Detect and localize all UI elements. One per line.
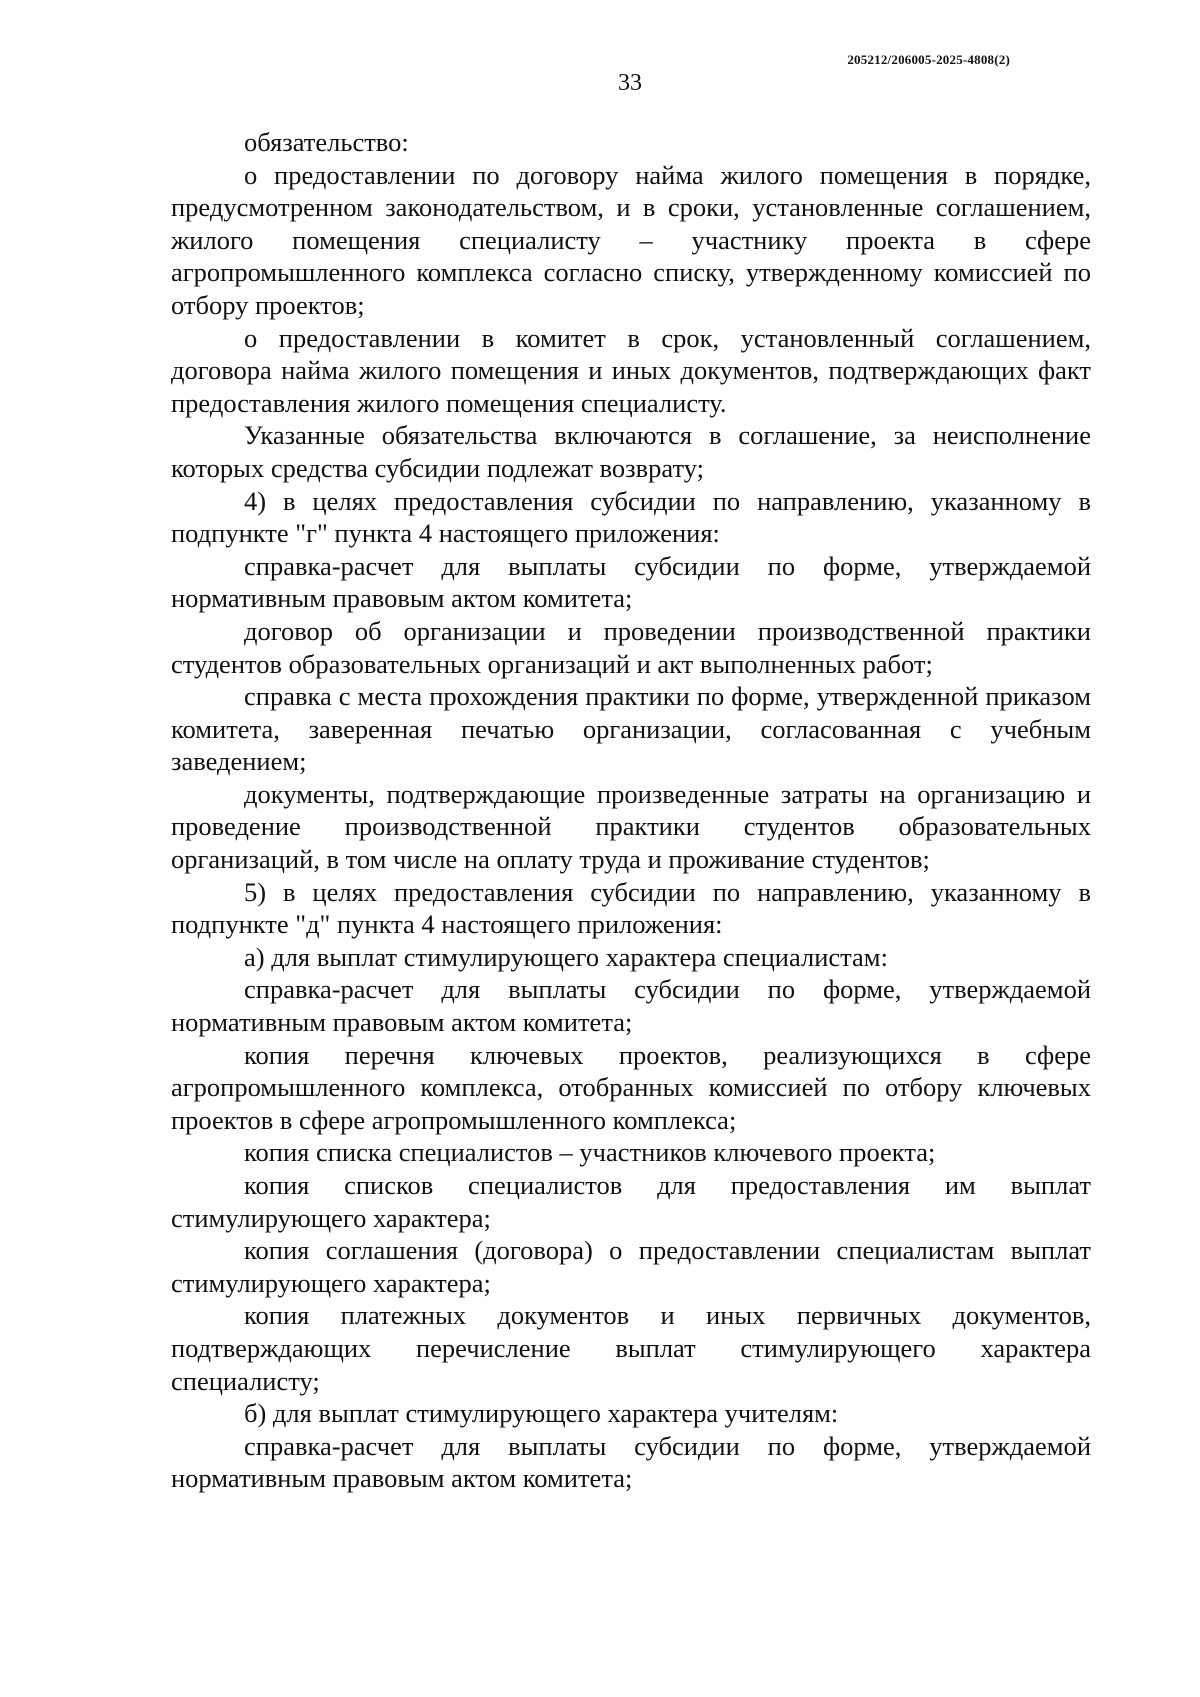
paragraph: копия списков специалистов для предоставления им выплат стимулирующего характера; xyxy=(171,1170,1091,1233)
paragraph: а) для выплат стимулирующего характера специалистам: xyxy=(244,941,888,972)
page-number: 33 xyxy=(618,70,642,96)
paragraph: 5) в целях предоставления субсидии по направлению, указанному в подпункте "д" пункта 4 настоящего приложения: xyxy=(171,876,1091,940)
paragraph: б) для выплат стимулирующего характера учителям: xyxy=(244,1398,839,1429)
paragraph: 4) в целях предоставления субсидии по направлению, указанному в подпункте "г" пункта 4 настоящего приложения: xyxy=(171,485,1091,549)
paragraph: договор об организации и проведении производственной практики студентов образовательных организаций и акт выполненных работ; xyxy=(171,615,1091,679)
paragraph: копия соглашения (договора) о предоставлении специалистам выплат стимулирующего характера; xyxy=(171,1235,1091,1298)
paragraph: о предоставлении по договору найма жилого помещения в порядке, предусмотренном законодательством, и в сроки, установленные соглашением, жилого помещения специалисту – участнику проекта в сфере агропромышленного комплекса согласно списку, утвержденному комиссией по отбору проектов; xyxy=(171,159,1091,320)
paragraph: справка-расчет для выплаты субсидии по форме, утверждаемой нормативным правовым актом комитета; xyxy=(171,550,1091,614)
paragraph: документы, подтверждающие произведенные затраты на организацию и проведение производственной практики студентов образовательных организаций, в том числе на оплату труда и проживание студентов; xyxy=(171,778,1091,875)
paragraph: обязательство: xyxy=(244,127,409,157)
document-body xyxy=(171,126,1091,1495)
paragraph: справка-расчет для выплаты субсидии по форме, утверждаемой нормативным правовым актом комитета; xyxy=(171,1430,1091,1494)
paragraph: справка с места прохождения практики по форме, утвержденной приказом комитета, заверенная печатью организации, согласованная с учебным заведением; xyxy=(171,681,1091,777)
paragraph: копия перечня ключевых проектов, реализующихся в сфере агропромышленного комплекса, отобранных комиссией по отбору ключевых проектов в сфере агропромышленного комплекса; xyxy=(171,1039,1091,1135)
paragraph: копия списка специалистов – участников ключевого проекта; xyxy=(244,1137,936,1168)
paragraph: копия платежных документов и иных первичных документов, подтверждающих перечисление выплат стимулирующего характера специалисту; xyxy=(171,1300,1091,1396)
paragraph: о предоставлении в комитет в срок, установленный соглашением, договора найма жилого помещения и иных документов, подтверждающих факт предоставления жилого помещения специалисту. xyxy=(171,322,1091,418)
document-registration-number: 205212/206005-2025-4808(2) xyxy=(847,52,1010,67)
paragraph: Указанные обязательства включаются в соглашение, за неисполнение которых средства субсидии подлежат возврату; xyxy=(171,420,1091,483)
paragraph: справка-расчет для выплаты субсидии по форме, утверждаемой нормативным правовым актом комитета; xyxy=(171,974,1091,1038)
